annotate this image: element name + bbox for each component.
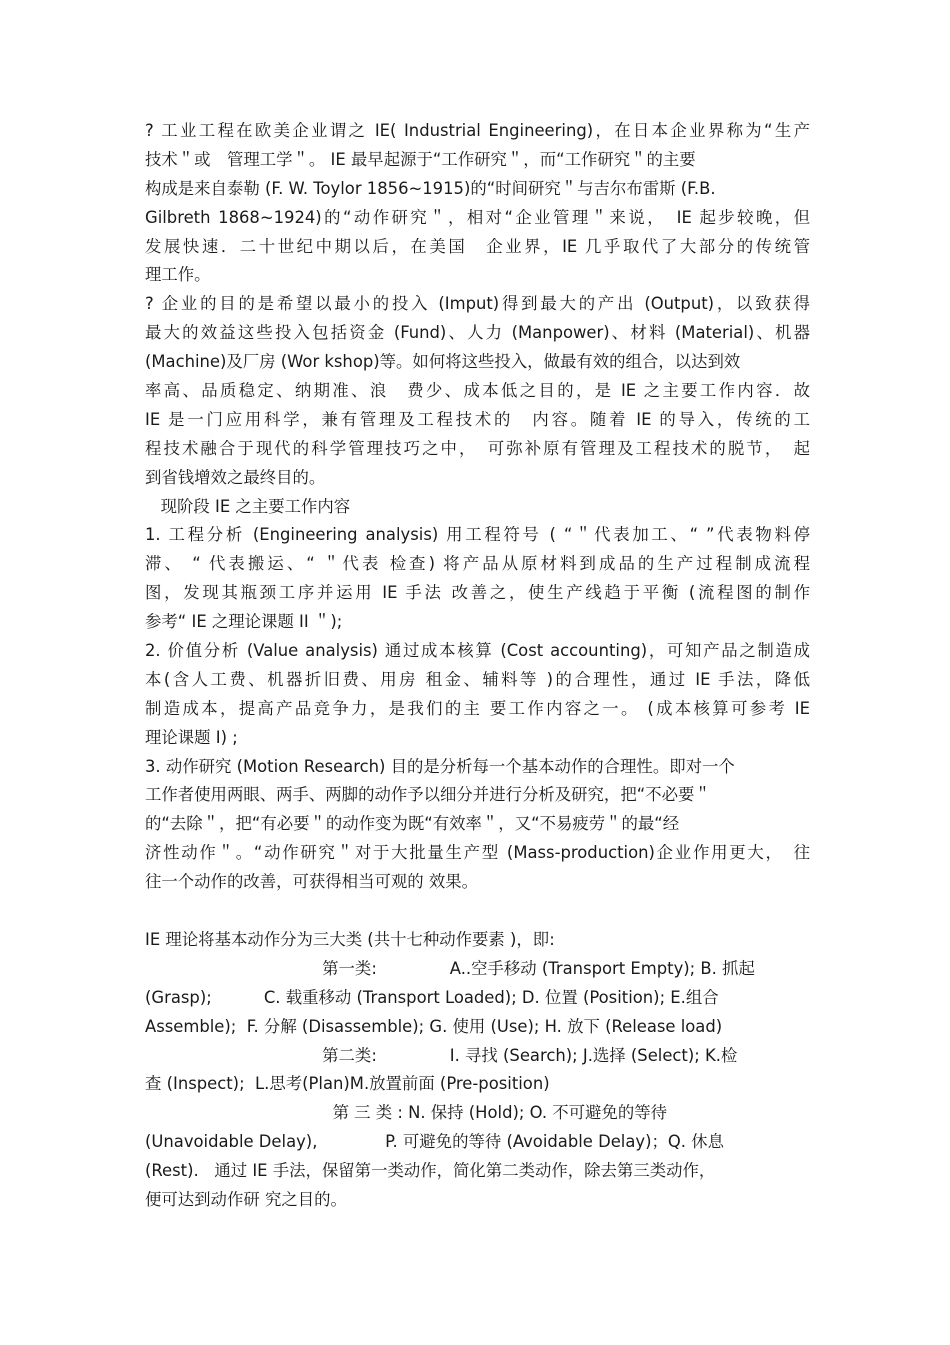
text-line: 的“去除＂，把“有必要＂的动作变为既“有效率＂，又“不易疲劳＂的最“经 bbox=[145, 814, 680, 834]
text-line: (Machine)及厂房 (Wor kshop)等。如何将这些投入，做最有效的组合，以达到效 bbox=[145, 352, 741, 372]
text-line: (Unavoidable Delay), P. 可避免的等待 (Avoidable Delay)；Q. 休息 bbox=[145, 1132, 724, 1152]
text-line: (Grasp); C. 载重移动 (Transport Loaded); D. 位置 (Position); E.组合 bbox=[145, 987, 719, 1007]
text-line: IE 理论将基本动作分为三大类 (共十七种动作要素 )，即: bbox=[145, 929, 555, 949]
text-line: 1. 工程分析 (Engineering analysis) 用工程符号 ( “＂代表加工、“ ”代表物料停 bbox=[145, 525, 810, 545]
text-line: 滞、 “ 代表搬运、“ ＂代表 检查) 将产品从原材料到成品的生产过程制成流程 bbox=[145, 554, 810, 574]
text-line: 第 三 类 : N. 保持 (Hold); O. 不可避免的等待 bbox=[145, 1103, 667, 1123]
text-line: ? 工业工程在欧美企业谓之 IE( Industrial Engineering)，在日本企业界称为“生产 bbox=[145, 121, 810, 140]
text-line: Assemble); F. 分解 (Disassemble); G. 使用 (Use); H. 放下 (Release load) bbox=[145, 1016, 723, 1036]
text-line: 3. 动作研究 (Motion Research) 目的是分析每一个基本动作的合理性。即对一个 bbox=[145, 756, 735, 776]
text-line: 工作者使用两眼、两手、两脚的动作予以细分并进行分析及研究，把“不必要＂ bbox=[145, 785, 711, 805]
text-line: 往一个动作的改善，可获得相当可观的 效果。 bbox=[145, 872, 479, 892]
text-line: Gilbreth 1868~1924)的“动作研究＂，相对“企业管理＂来说， IE 起步较晚，但 bbox=[145, 207, 810, 227]
blank-line bbox=[145, 897, 810, 926]
text-line: 程技术融合于现代的科学管理技巧之中， 可弥补原有管理及工程技术的脱节， 起 bbox=[145, 438, 810, 458]
text-line: 参考“ IE 之理论课题 II ＂); bbox=[145, 612, 343, 632]
text-line: 第二类: I. 寻找 (Search); J.选择 (Select); K.检 bbox=[145, 1045, 738, 1065]
text-line: 理论课题 I) ; bbox=[145, 727, 238, 747]
text-line: 到省钱增效之最终目的。 bbox=[145, 467, 326, 487]
text-line: 查 (Inspect); L.思考(Plan)M.放置前面 (Pre-position) bbox=[145, 1074, 550, 1094]
text-line: 图，发现其瓶颈工序并运用 IE 手法 改善之，使生产线趋于平衡 (流程图的制作 bbox=[145, 583, 810, 603]
text-line: 济性动作＂。“动作研究＂对于大批量生产型 (Mass-production)企业作用更大， 往 bbox=[145, 843, 810, 863]
text-line: 构成是来自泰勒 (F. W. Toylor 1856~1915)的“时间研究＂与吉尔布雷斯 (F.B. bbox=[145, 178, 716, 198]
text-line: ? 企业的目的是希望以最小的投入 (Imput)得到最大的产出 (Output)，以致获得 bbox=[145, 294, 810, 314]
text-line: 现阶段 IE 之主要工作内容 bbox=[145, 496, 351, 516]
text-line: 本(含人工费、机器折旧费、用房 租金、辅料等 )的合理性，通过 IE 手法，降低 bbox=[145, 669, 810, 689]
text-line: 第一类: A..空手移动 (Transport Empty); B. 抓起 bbox=[145, 958, 755, 978]
text-line: 便可达到动作研 究之目的。 bbox=[145, 1189, 347, 1209]
text-line: 率高、品质稳定、纳期准、浪 费少、成本低之目的，是 IE 之主要工作内容．故 bbox=[145, 381, 810, 401]
text-line: IE 是一门应用科学，兼有管理及工程技术的 内容。随着 IE 的导入，传统的工 bbox=[145, 409, 810, 429]
text-line: (Rest). 通过 IE 手法，保留第一类动作，简化第二类动作，除去第三类动作， bbox=[145, 1161, 716, 1181]
text-line: 发展快速．二十世纪中期以后，在美国 企业界，IE 几乎取代了大部分的传统管 bbox=[145, 236, 810, 256]
text-line: 技术＂或 管理工学＂。 IE 最早起源于“工作研究＂，而“工作研究＂的主要 bbox=[145, 149, 696, 169]
body-text bbox=[145, 117, 810, 1215]
text-line: 2. 价值分析 (Value analysis) 通过成本核算 (Cost accounting)，可知产品之制造成 bbox=[145, 641, 810, 661]
text-line: 制造成本，提高产品竞争力，是我们的主 要工作内容之一。 (成本核算可参考 IE bbox=[145, 698, 810, 718]
text-line: 最大的效益这些投入包括资金 (Fund)、人力 (Manpower)、材料 (Material)、机器 bbox=[145, 323, 810, 343]
text-line: 理工作。 bbox=[145, 265, 211, 285]
